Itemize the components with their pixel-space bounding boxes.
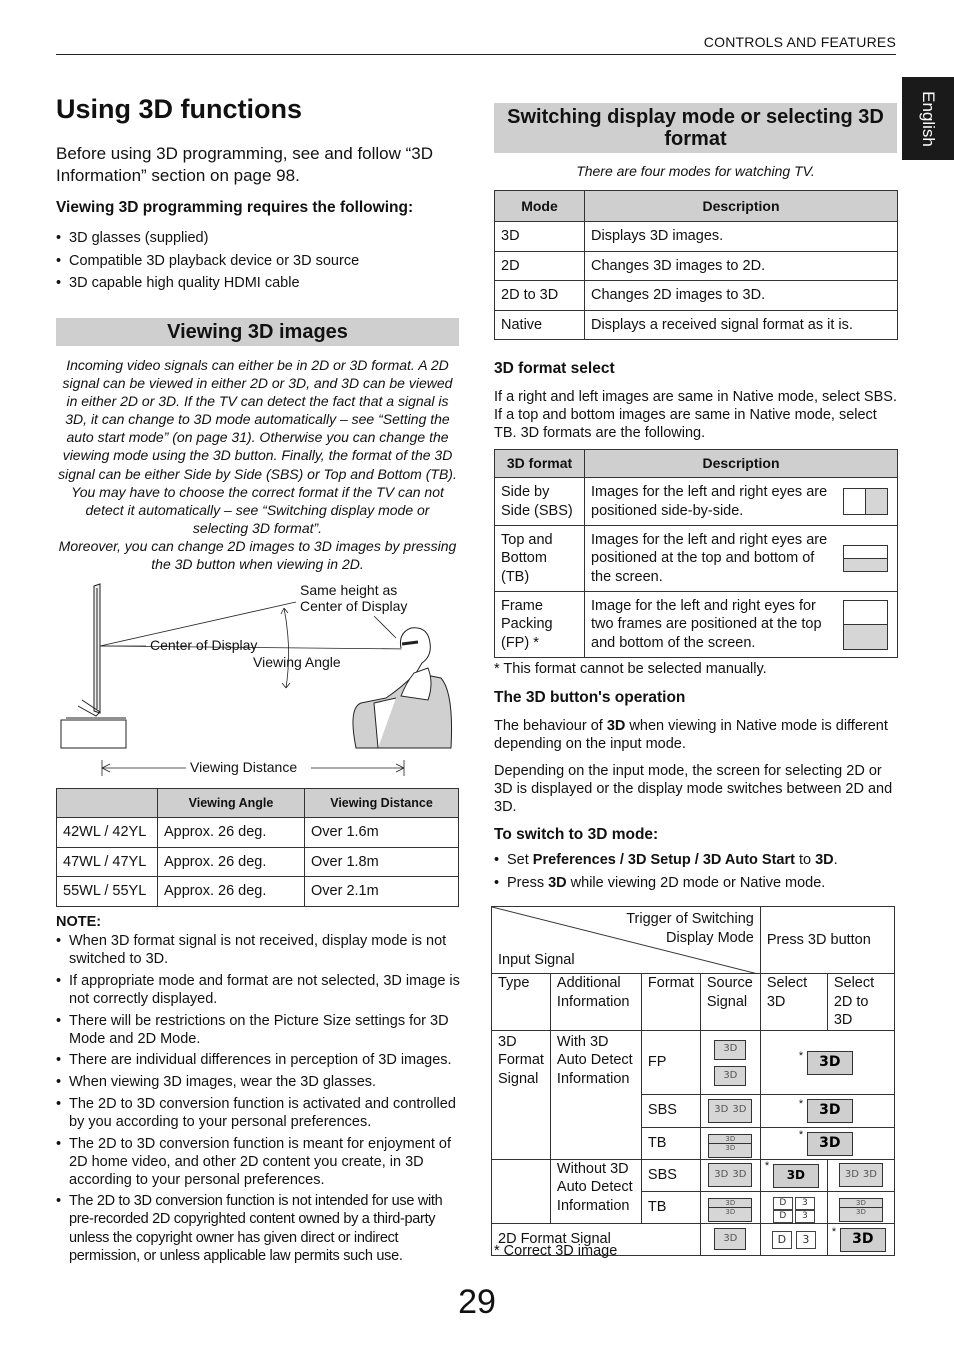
table-cell [835,592,898,658]
tb-glyph-icon [839,1198,883,1222]
table-cell: Images for the left and right eyes are positioned at the top and bottom of the screen. [585,526,835,592]
button-operation-paragraph-2: Depending on the input mode, the screen for selecting 2D or 3D is displayed or the display mode switches between 2D and 3D. [494,763,893,816]
page-title: Using 3D functions [56,94,303,124]
table-row [495,281,898,311]
list-item: • The 2D to 3D conversion function is activated and controlled by you according to your personal preferences. [56,1095,461,1131]
glyph: 3D [709,1143,751,1152]
table-row [495,478,898,526]
label: Signal [498,1070,539,1087]
intro-paragraph: Before using 3D programming, see and follow “3D Information” section on page 98. [56,144,434,185]
table-row [492,1159,895,1191]
glyph: 3D [862,1168,877,1180]
table-cell: 3D [495,222,585,252]
table-row [492,907,895,974]
table-cell: Displays 3D images. [585,222,898,252]
glyph: 3D [732,1168,747,1180]
table-cell: Approx. 26 deg. [158,847,305,877]
trigger-label-2: Display Mode [666,929,754,946]
button-operation-paragraph-1 [494,717,900,753]
switching-heading: Switching display mode or selecting 3D format [494,103,897,153]
table-header [827,974,894,1031]
source-cell [700,1127,760,1159]
text: The behaviour of [494,718,607,734]
glyph: 3D [856,1199,866,1208]
input-signal-label: Input Signal [498,952,575,969]
table-row [495,310,898,340]
table-cell: Changes 2D images to 3D. [585,281,898,311]
table-header-row [495,191,898,222]
label: Select [766,975,808,991]
viewing-lines [100,602,411,776]
tv-illustration [61,584,126,748]
same-height-label-1: Same height as [300,582,398,598]
list-item: • There are individual differences in perception of 3D images. [56,1051,461,1069]
result-cell [760,1191,827,1223]
mode-table [494,190,898,340]
viewing-paragraph [56,356,459,573]
result-cell [827,1191,894,1223]
star-mark: * [798,1049,804,1062]
table-cell: Displays a received signal format as it is. [585,310,898,340]
press-3d-header: Press 3D button [760,907,894,974]
format-select-paragraph: If a right and left images are same in Native mode, select SBS. If a top and bottom images are same in Native mode, select TB. 3D formats are the following. [494,389,897,442]
table-cell: Images for the left and right eyes are positioned side-by-side. [585,478,835,526]
text: . [833,852,838,868]
table-cell: Image for the left and right eyes for two frames are positioned at the top and bottom of the screen. [585,592,835,658]
diagonal-header-cell [492,907,761,974]
angle-label: Viewing Angle [253,654,341,670]
list-item: • If appropriate mode and format are not selected, 3D image is not correctly displayed. [56,972,461,1008]
format-cell: FP [641,1030,700,1094]
format-select-heading: 3D format select [494,360,615,377]
list-item: • There will be restrictions on the Picture Size settings for 3D Mode and 2D Mode. [56,1012,461,1048]
table-cell: Side by Side (SBS) [495,478,585,526]
text: to [794,852,816,868]
table-cell [835,478,898,526]
correct-3d-icon: 3D [807,1099,853,1123]
table-header [57,789,158,818]
requirements-list [56,227,456,295]
label: Additional [556,975,621,991]
label: Information [556,993,630,1010]
trigger-label-1: Trigger of Switching [626,911,754,927]
text: when viewing in Native mode is different depending on the input mode. [494,718,888,753]
sbs-glyph-icon [839,1163,883,1187]
table-cell: Frame Packing (FP) * [495,592,585,658]
list-item: • Compatible 3D playback device or 3D source [56,250,456,273]
bold-text: Preferences / 3D Setup / 3D Auto Start [532,852,795,868]
source-cell [700,1159,760,1191]
switch-3d-list [494,849,900,895]
table-row [495,526,898,592]
note-heading: NOTE: [56,914,102,930]
table-cell: Approx. 26 deg. [158,818,305,848]
tb-format-icon [843,545,888,572]
sbs-format-icon [843,488,888,515]
page-number: 29 [458,1283,496,1321]
table-header: Type [492,974,551,1031]
correct-3d-icon: 3D [807,1132,853,1156]
viewing-paragraph-text-2: Moreover, you can change 2D images to 3D images by pressing the 3D button when viewing in 2D. [58,537,457,573]
3d-glyph-icon: 3D [714,1066,746,1086]
format-footnote: * This format cannot be selected manually. [494,661,767,677]
star-mark: * [798,1128,804,1141]
table-cell: Over 1.8m [305,847,459,877]
table-cell: Approx. 26 deg. [158,877,305,907]
note-list [56,932,461,1268]
sbs-glyph-icon [708,1099,752,1123]
table-header [550,974,641,1031]
result-cell [760,1030,894,1094]
label: With 3D [556,1033,609,1050]
label: Format [498,1052,544,1069]
trigger-table [491,906,895,1256]
modes-subtitle: There are four modes for watching TV. [576,163,815,179]
table-row [57,877,459,907]
label: Source [706,975,753,991]
table-cell: 2D [495,251,585,281]
list-item: • The 2D to 3D conversion function is not intended for use with pre-recorded 2D copyrighted content owned by a third-party unless the copyright owner has given direct or indirect permission, or unless applicable law permits such use. [56,1192,461,1264]
correct-3d-icon: 3D [840,1228,886,1252]
list-item [494,849,900,872]
list-item: • 3D glasses (supplied) [56,227,456,250]
table-header: Mode [495,191,585,222]
text: Press [507,875,549,891]
glyph: 3D [732,1104,747,1116]
viewing-table [56,788,459,907]
table-row [495,251,898,281]
label: 3D [766,993,786,1010]
table-header [760,974,827,1031]
list-item: • The 2D to 3D conversion function is meant for enjoyment of 2D home video, and other 2D content you create, in 3D according to your personal preferences. [56,1135,461,1189]
same-height-label-2: Center of Display [300,598,408,614]
type-cell-empty [492,1159,551,1223]
sbs-glyph-icon [708,1163,752,1187]
button-operation-heading: The 3D button's operation [494,689,686,706]
table-row [495,222,898,252]
viewer-illustration [353,628,452,748]
info-cell [550,1030,641,1159]
center-label: Center of Display [150,637,258,653]
label: 3D [498,1033,517,1050]
glyph: 3D [709,1207,751,1216]
table-header: Viewing Angle [158,789,305,818]
table-header [700,974,760,1031]
label: Auto Detect [556,1052,633,1069]
tb-glyph-icon [708,1134,752,1158]
glyph: 3D [714,1168,729,1180]
tb-glyph-icon [708,1198,752,1222]
table-header: Viewing Distance [305,789,459,818]
list-item [494,872,900,895]
section-header: CONTROLS AND FEATURES [703,34,896,50]
format-cell: SBS [641,1094,700,1127]
result-cell [760,1223,827,1255]
table-row [492,974,895,1031]
label: Without 3D [556,1160,629,1177]
result-cell [827,1223,894,1255]
source-cell [700,1223,760,1255]
source-cell [700,1030,760,1094]
glyph: 3D [840,1207,882,1216]
format-cell: TB [641,1127,700,1159]
table-cell: 55WL / 55YL [57,877,158,907]
label: Information [556,1070,630,1087]
table-header: Description [585,191,898,222]
2d-signal-cell: 2D Format Signal [492,1223,701,1255]
label: Auto Detect [556,1179,633,1196]
source-cell [700,1094,760,1127]
format-cell: SBS [641,1159,700,1191]
trigger-footnote: * Correct 3D image [494,1243,618,1259]
star-mark: * [764,1159,770,1172]
type-cell [492,1030,551,1159]
correct-3d-icon: 3D [807,1051,853,1075]
label: 2D to 3D [833,993,869,1029]
table-cell: 47WL / 47YL [57,847,158,877]
glyph: 3D [725,1135,736,1144]
result-cell [827,1159,894,1191]
switch-3d-heading: To switch to 3D mode: [494,826,659,843]
text: while viewing 2D mode or Native mode. [566,875,826,891]
table-header-row [57,789,459,818]
result-cell [760,1159,827,1191]
list-item: • When viewing 3D images, wear the 3D glasses. [56,1073,461,1091]
source-cell [700,1191,760,1223]
table-row [492,1030,895,1094]
table-cell: Over 2.1m [305,877,459,907]
label: Select [833,975,875,991]
star-mark: * [798,1097,804,1110]
language-tab-label: English [919,90,938,147]
format-cell: TB [641,1191,700,1223]
table-header: 3D format [495,450,585,478]
glyph: 3D [725,1199,736,1208]
info-cell [550,1159,641,1223]
list-item: • When 3D format signal is not received, display mode is not switched to 3D. [56,932,461,968]
fp-format-icon [843,600,888,650]
trigger-label [626,910,754,947]
table-header: Format [641,974,700,1031]
viewing-diagram [56,578,461,778]
header-rule [56,54,896,55]
table-cell: Top and Bottom (TB) [495,526,585,592]
viewing-3d-heading: Viewing 3D images [56,318,459,346]
table-row [57,847,459,877]
bold-text: 3D [548,875,567,891]
split-glyph-icon: D 3 [772,1231,816,1249]
requirements-heading: Viewing 3D programming requires the following: [56,199,414,216]
correct-3d-icon: 3D [773,1164,819,1188]
result-cell [760,1127,894,1159]
table-header-row [495,450,898,478]
distance-label: Viewing Distance [190,759,298,775]
text: Set [507,852,533,868]
label: Information [556,1197,630,1214]
bold-text: 3D [606,718,626,734]
viewing-paragraph-text: Incoming video signals can either be in 2D or 3D format. A 2D signal can be viewed in either 2D or 3D, and 3D can be viewed in either 2D or 3D. If the TV can detect the fact that a signal is 3D, it can change to 3D mode automatically – see “Setting the auto start mode” (on page 31). Otherwise you can change the viewing mode using the 3D button. Finally, the format of the 3D signal can be either Side by Side (SBS) or Top and Bottom (TB). You may have to choose the correct format if the TV can not detect it automatically – see “Switching display mode or selecting 3D format”. [58,357,457,536]
table-cell: Over 1.6m [305,818,459,848]
format-table [494,449,898,658]
table-cell: Native [495,310,585,340]
table-cell [835,526,898,592]
table-row [495,592,898,658]
split-glyph-icon: D 3 D 3 [771,1198,817,1222]
table-cell: Changes 3D images to 2D. [585,251,898,281]
label: Signal [706,993,748,1010]
bold-text: 3D [815,852,834,868]
table-header: Description [585,450,898,478]
result-cell [760,1094,894,1127]
list-item: • 3D capable high quality HDMI cable [56,272,456,295]
star-mark: * [831,1225,837,1238]
3d-glyph-icon: 3D [714,1228,746,1250]
language-tab [902,77,954,160]
glyph: 3D [844,1168,859,1180]
glyph: 3D [714,1104,729,1116]
table-cell: 42WL / 42YL [57,818,158,848]
3d-glyph-icon: 3D [714,1040,746,1060]
table-row [57,818,459,848]
table-cell: 2D to 3D [495,281,585,311]
